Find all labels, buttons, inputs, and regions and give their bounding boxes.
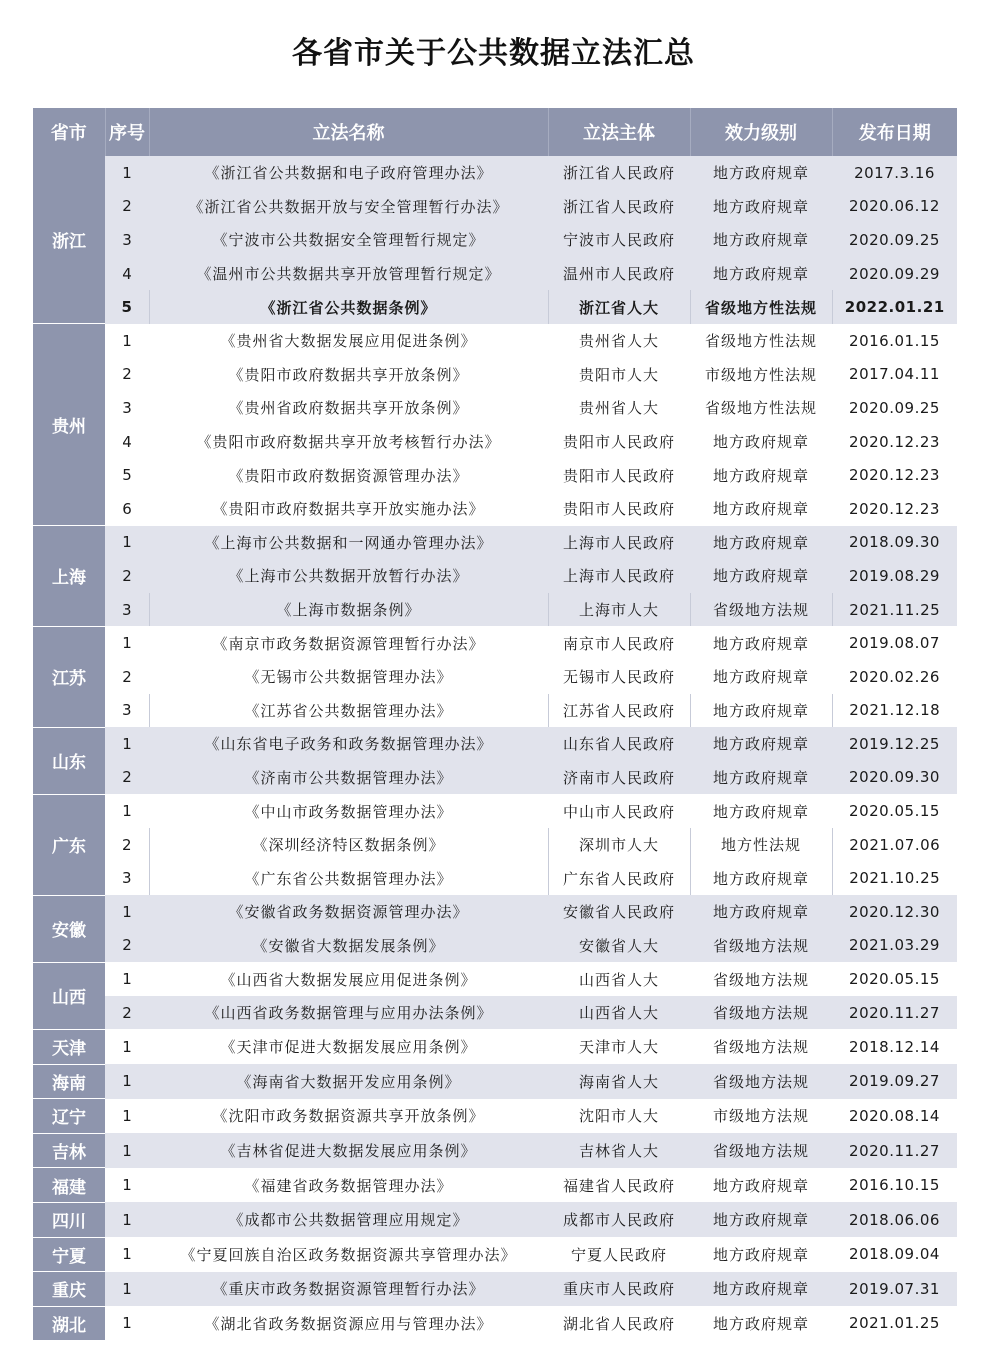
level-cell: 地方政府规章 — [690, 1272, 832, 1307]
seq-cell: 1 — [105, 526, 149, 560]
name-cell: 《浙江省公共数据条例》 — [149, 290, 548, 324]
header-name: 立法名称 — [149, 108, 548, 156]
name-cell: 《上海市公共数据和一网通办管理办法》 — [149, 526, 548, 560]
subject-cell: 无锡市人民政府 — [548, 660, 690, 694]
seq-cell: 3 — [105, 593, 149, 627]
name-cell: 《宁夏回族自治区政务数据资源共享管理办法》 — [149, 1237, 548, 1272]
level-cell: 地方政府规章 — [690, 1202, 832, 1237]
seq-cell: 2 — [105, 358, 149, 392]
date-cell: 2020.05.15 — [832, 794, 957, 828]
table-row — [33, 458, 957, 492]
level-cell: 地方政府规章 — [690, 626, 832, 660]
name-cell: 《贵阳市政府数据资源管理办法》 — [149, 458, 548, 492]
subject-cell: 安徽省人大 — [548, 929, 690, 963]
subject-cell: 温州市人民政府 — [548, 257, 690, 291]
date-cell: 2018.09.30 — [832, 526, 957, 560]
level-cell: 省级地方法规 — [690, 1029, 832, 1064]
table-row — [33, 190, 957, 224]
table-header — [33, 108, 957, 156]
table-row — [33, 593, 957, 627]
name-cell: 《深圳经济特区数据条例》 — [149, 828, 548, 862]
name-cell: 《无锡市公共数据管理办法》 — [149, 660, 548, 694]
seq-cell: 2 — [105, 761, 149, 795]
seq-cell: 4 — [105, 257, 149, 291]
name-cell: 《重庆市政务数据资源管理暂行办法》 — [149, 1272, 548, 1307]
subject-cell: 贵阳市人大 — [548, 358, 690, 392]
subject-cell: 上海市人民政府 — [548, 526, 690, 560]
date-cell: 2019.09.27 — [832, 1064, 957, 1099]
seq-cell: 6 — [105, 492, 149, 526]
seq-cell: 1 — [105, 794, 149, 828]
table-row — [33, 1029, 957, 1064]
seq-cell: 2 — [105, 660, 149, 694]
name-cell: 《上海市公共数据开放暂行办法》 — [149, 559, 548, 593]
table-row — [33, 492, 957, 526]
subject-cell: 浙江省人大 — [548, 290, 690, 324]
level-cell: 省级地方性法规 — [690, 290, 832, 324]
date-cell: 2018.12.14 — [832, 1029, 957, 1064]
table-row — [33, 660, 957, 694]
seq-cell: 2 — [105, 190, 149, 224]
date-cell: 2021.03.29 — [832, 929, 957, 963]
date-cell: 2020.12.23 — [832, 458, 957, 492]
table-row — [33, 324, 957, 358]
subject-cell: 广东省人民政府 — [548, 861, 690, 895]
subject-cell: 山东省人民政府 — [548, 727, 690, 761]
date-cell: 2019.12.25 — [832, 727, 957, 761]
table-row — [33, 1202, 957, 1237]
level-cell: 市级地方法规 — [690, 1099, 832, 1134]
level-cell: 地方政府规章 — [690, 727, 832, 761]
level-cell: 地方政府规章 — [690, 190, 832, 224]
name-cell: 《贵州省政府数据共享开放条例》 — [149, 391, 548, 425]
table-row — [33, 794, 957, 828]
name-cell: 《浙江省公共数据和电子政府管理办法》 — [149, 156, 548, 190]
level-cell: 省级地方性法规 — [690, 391, 832, 425]
seq-cell: 1 — [105, 1237, 149, 1272]
province-cell: 山东 — [33, 727, 105, 794]
name-cell: 《南京市政务数据资源管理暂行办法》 — [149, 626, 548, 660]
level-cell: 省级地方法规 — [690, 996, 832, 1030]
table-row — [33, 1237, 957, 1272]
name-cell: 《山西省政务数据管理与应用办法条例》 — [149, 996, 548, 1030]
name-cell: 《温州市公共数据共享开放管理暂行规定》 — [149, 257, 548, 291]
header-level: 效力级别 — [690, 108, 832, 156]
name-cell: 《广东省公共数据管理办法》 — [149, 861, 548, 895]
name-cell: 《贵阳市政府数据共享开放条例》 — [149, 358, 548, 392]
date-cell: 2020.09.25 — [832, 391, 957, 425]
subject-cell: 江苏省人民政府 — [548, 694, 690, 728]
table-row — [33, 1272, 957, 1307]
name-cell: 《吉林省促进大数据发展应用条例》 — [149, 1133, 548, 1168]
province-cell: 贵州 — [33, 324, 105, 526]
subject-cell: 成都市人民政府 — [548, 1202, 690, 1237]
seq-cell: 2 — [105, 996, 149, 1030]
subject-cell: 福建省人民政府 — [548, 1168, 690, 1203]
seq-cell: 1 — [105, 1099, 149, 1134]
date-cell: 2020.09.29 — [832, 257, 957, 291]
name-cell: 《沈阳市政务数据资源共享开放条例》 — [149, 1099, 548, 1134]
level-cell: 地方政府规章 — [690, 458, 832, 492]
date-cell: 2021.12.18 — [832, 694, 957, 728]
date-cell: 2018.09.04 — [832, 1237, 957, 1272]
subject-cell: 贵州省人大 — [548, 391, 690, 425]
date-cell: 2020.09.25 — [832, 223, 957, 257]
level-cell: 省级地方法规 — [690, 1133, 832, 1168]
seq-cell: 3 — [105, 391, 149, 425]
date-cell: 2020.08.14 — [832, 1099, 957, 1134]
province-cell: 广东 — [33, 794, 105, 895]
date-cell: 2019.08.07 — [832, 626, 957, 660]
seq-cell: 1 — [105, 1272, 149, 1307]
name-cell: 《中山市政务数据管理办法》 — [149, 794, 548, 828]
seq-cell: 1 — [105, 1202, 149, 1237]
level-cell: 地方政府规章 — [690, 425, 832, 459]
date-cell: 2020.11.27 — [832, 1133, 957, 1168]
name-cell: 《福建省政务数据管理办法》 — [149, 1168, 548, 1203]
date-cell: 2020.09.30 — [832, 761, 957, 795]
province-cell: 江苏 — [33, 626, 105, 727]
date-cell: 2016.01.15 — [832, 324, 957, 358]
name-cell: 《贵阳市政府数据共享开放实施办法》 — [149, 492, 548, 526]
name-cell: 《贵阳市政府数据共享开放考核暂行办法》 — [149, 425, 548, 459]
province-cell: 天津 — [33, 1029, 105, 1064]
seq-cell: 1 — [105, 962, 149, 996]
subject-cell: 宁夏人民政府 — [548, 1237, 690, 1272]
name-cell: 《山东省电子政务和政务数据管理办法》 — [149, 727, 548, 761]
subject-cell: 贵阳市人民政府 — [548, 492, 690, 526]
name-cell: 《贵州省大数据发展应用促进条例》 — [149, 324, 548, 358]
subject-cell: 宁波市人民政府 — [548, 223, 690, 257]
table-row — [33, 290, 957, 324]
seq-cell: 2 — [105, 559, 149, 593]
level-cell: 省级地方法规 — [690, 929, 832, 963]
name-cell: 《上海市数据条例》 — [149, 593, 548, 627]
seq-cell: 3 — [105, 223, 149, 257]
date-cell: 2019.07.31 — [832, 1272, 957, 1307]
table-row — [33, 156, 957, 190]
name-cell: 《成都市公共数据管理应用规定》 — [149, 1202, 548, 1237]
table-row — [33, 257, 957, 291]
date-cell: 2021.10.25 — [832, 861, 957, 895]
subject-cell: 中山市人民政府 — [548, 794, 690, 828]
date-cell: 2022.01.21 — [832, 290, 957, 324]
seq-cell: 1 — [105, 895, 149, 929]
seq-cell: 1 — [105, 1029, 149, 1064]
table-row — [33, 559, 957, 593]
level-cell: 地方政府规章 — [690, 1237, 832, 1272]
table-body — [33, 156, 957, 1341]
subject-cell: 重庆市人民政府 — [548, 1272, 690, 1307]
level-cell: 省级地方法规 — [690, 593, 832, 627]
province-cell: 四川 — [33, 1202, 105, 1237]
seq-cell: 2 — [105, 929, 149, 963]
seq-cell: 2 — [105, 828, 149, 862]
subject-cell: 贵阳市人民政府 — [548, 458, 690, 492]
province-cell: 宁夏 — [33, 1237, 105, 1272]
seq-cell: 1 — [105, 727, 149, 761]
date-cell: 2017.3.16 — [832, 156, 957, 190]
level-cell: 地方政府规章 — [690, 156, 832, 190]
seq-cell: 1 — [105, 156, 149, 190]
subject-cell: 贵州省人大 — [548, 324, 690, 358]
level-cell: 地方政府规章 — [690, 761, 832, 795]
date-cell: 2020.06.12 — [832, 190, 957, 224]
page-title: 各省市关于公共数据立法汇总 — [292, 36, 695, 71]
level-cell: 地方政府规章 — [690, 1168, 832, 1203]
seq-cell: 1 — [105, 626, 149, 660]
subject-cell: 沈阳市人大 — [548, 1099, 690, 1134]
level-cell: 地方政府规章 — [690, 861, 832, 895]
province-cell: 山西 — [33, 962, 105, 1029]
level-cell: 地方政府规章 — [690, 223, 832, 257]
table-row — [33, 425, 957, 459]
seq-cell: 5 — [105, 290, 149, 324]
seq-cell: 1 — [105, 1133, 149, 1168]
level-cell: 地方政府规章 — [690, 895, 832, 929]
subject-cell: 山西省人大 — [548, 996, 690, 1030]
table-row — [33, 694, 957, 728]
table-row — [33, 1099, 957, 1134]
table-row — [33, 358, 957, 392]
name-cell: 《济南市公共数据管理办法》 — [149, 761, 548, 795]
seq-cell: 3 — [105, 861, 149, 895]
table-row — [33, 526, 957, 560]
header-subject: 立法主体 — [548, 108, 690, 156]
subject-cell: 浙江省人民政府 — [548, 190, 690, 224]
table-row — [33, 727, 957, 761]
table-row — [33, 962, 957, 996]
date-cell: 2021.07.06 — [832, 828, 957, 862]
subject-cell: 安徽省人民政府 — [548, 895, 690, 929]
name-cell: 《山西省大数据发展应用促进条例》 — [149, 962, 548, 996]
seq-cell: 1 — [105, 1064, 149, 1099]
date-cell: 2020.12.30 — [832, 895, 957, 929]
subject-cell: 深圳市人大 — [548, 828, 690, 862]
name-cell: 《天津市促进大数据发展应用条例》 — [149, 1029, 548, 1064]
subject-cell: 海南省人大 — [548, 1064, 690, 1099]
date-cell: 2017.04.11 — [832, 358, 957, 392]
subject-cell: 浙江省人民政府 — [548, 156, 690, 190]
province-cell: 辽宁 — [33, 1099, 105, 1134]
seq-cell: 5 — [105, 458, 149, 492]
subject-cell: 上海市人大 — [548, 593, 690, 627]
name-cell: 《海南省大数据开发应用条例》 — [149, 1064, 548, 1099]
date-cell: 2016.10.15 — [832, 1168, 957, 1203]
level-cell: 地方性法规 — [690, 828, 832, 862]
subject-cell: 贵阳市人民政府 — [548, 425, 690, 459]
level-cell: 地方政府规章 — [690, 492, 832, 526]
subject-cell: 湖北省人民政府 — [548, 1306, 690, 1341]
level-cell: 市级地方性法规 — [690, 358, 832, 392]
seq-cell: 4 — [105, 425, 149, 459]
date-cell: 2018.06.06 — [832, 1202, 957, 1237]
name-cell: 《湖北省政务数据资源应用与管理办法》 — [149, 1306, 548, 1341]
province-cell: 海南 — [33, 1064, 105, 1099]
name-cell: 《安徽省大数据发展条例》 — [149, 929, 548, 963]
name-cell: 《安徽省政务数据资源管理办法》 — [149, 895, 548, 929]
header-row — [33, 108, 957, 156]
province-cell: 安徽 — [33, 895, 105, 962]
level-cell: 地方政府规章 — [690, 794, 832, 828]
province-cell: 福建 — [33, 1168, 105, 1203]
date-cell: 2020.11.27 — [832, 996, 957, 1030]
seq-cell: 1 — [105, 1168, 149, 1203]
subject-cell: 济南市人民政府 — [548, 761, 690, 795]
province-cell: 重庆 — [33, 1272, 105, 1307]
date-cell: 2021.01.25 — [832, 1306, 957, 1341]
name-cell: 《宁波市公共数据安全管理暂行规定》 — [149, 223, 548, 257]
subject-cell: 吉林省人大 — [548, 1133, 690, 1168]
province-cell: 浙江 — [33, 156, 105, 324]
table-row — [33, 996, 957, 1030]
subject-cell: 山西省人大 — [548, 962, 690, 996]
level-cell: 地方政府规章 — [690, 694, 832, 728]
header-seq: 序号 — [105, 108, 149, 156]
table-row — [33, 391, 957, 425]
name-cell: 《江苏省公共数据管理办法》 — [149, 694, 548, 728]
date-cell: 2020.02.26 — [832, 660, 957, 694]
level-cell: 省级地方性法规 — [690, 324, 832, 358]
table-row — [33, 828, 957, 862]
date-cell: 2020.05.15 — [832, 962, 957, 996]
header-date: 发布日期 — [832, 108, 957, 156]
table-row — [33, 1168, 957, 1203]
header-province: 省市 — [33, 108, 105, 156]
province-cell: 湖北 — [33, 1306, 105, 1341]
table-row — [33, 223, 957, 257]
seq-cell: 3 — [105, 694, 149, 728]
table-row — [33, 895, 957, 929]
name-cell: 《浙江省公共数据开放与安全管理暂行办法》 — [149, 190, 548, 224]
level-cell: 地方政府规章 — [690, 660, 832, 694]
date-cell: 2020.12.23 — [832, 492, 957, 526]
table-row — [33, 626, 957, 660]
level-cell: 地方政府规章 — [690, 526, 832, 560]
level-cell: 地方政府规章 — [690, 257, 832, 291]
province-cell: 吉林 — [33, 1133, 105, 1168]
seq-cell: 1 — [105, 324, 149, 358]
table-row — [33, 1133, 957, 1168]
subject-cell: 天津市人大 — [548, 1029, 690, 1064]
table-row — [33, 929, 957, 963]
subject-cell: 上海市人民政府 — [548, 559, 690, 593]
level-cell: 省级地方法规 — [690, 1064, 832, 1099]
level-cell: 地方政府规章 — [690, 559, 832, 593]
table-row — [33, 1064, 957, 1099]
legislation-table — [33, 108, 957, 1341]
date-cell: 2021.11.25 — [832, 593, 957, 627]
subject-cell: 南京市人民政府 — [548, 626, 690, 660]
table-row — [33, 761, 957, 795]
province-cell: 上海 — [33, 526, 105, 627]
date-cell: 2020.12.23 — [832, 425, 957, 459]
date-cell: 2019.08.29 — [832, 559, 957, 593]
table-row — [33, 1306, 957, 1341]
seq-cell: 1 — [105, 1306, 149, 1341]
level-cell: 省级地方法规 — [690, 962, 832, 996]
table-row — [33, 861, 957, 895]
level-cell: 地方政府规章 — [690, 1306, 832, 1341]
